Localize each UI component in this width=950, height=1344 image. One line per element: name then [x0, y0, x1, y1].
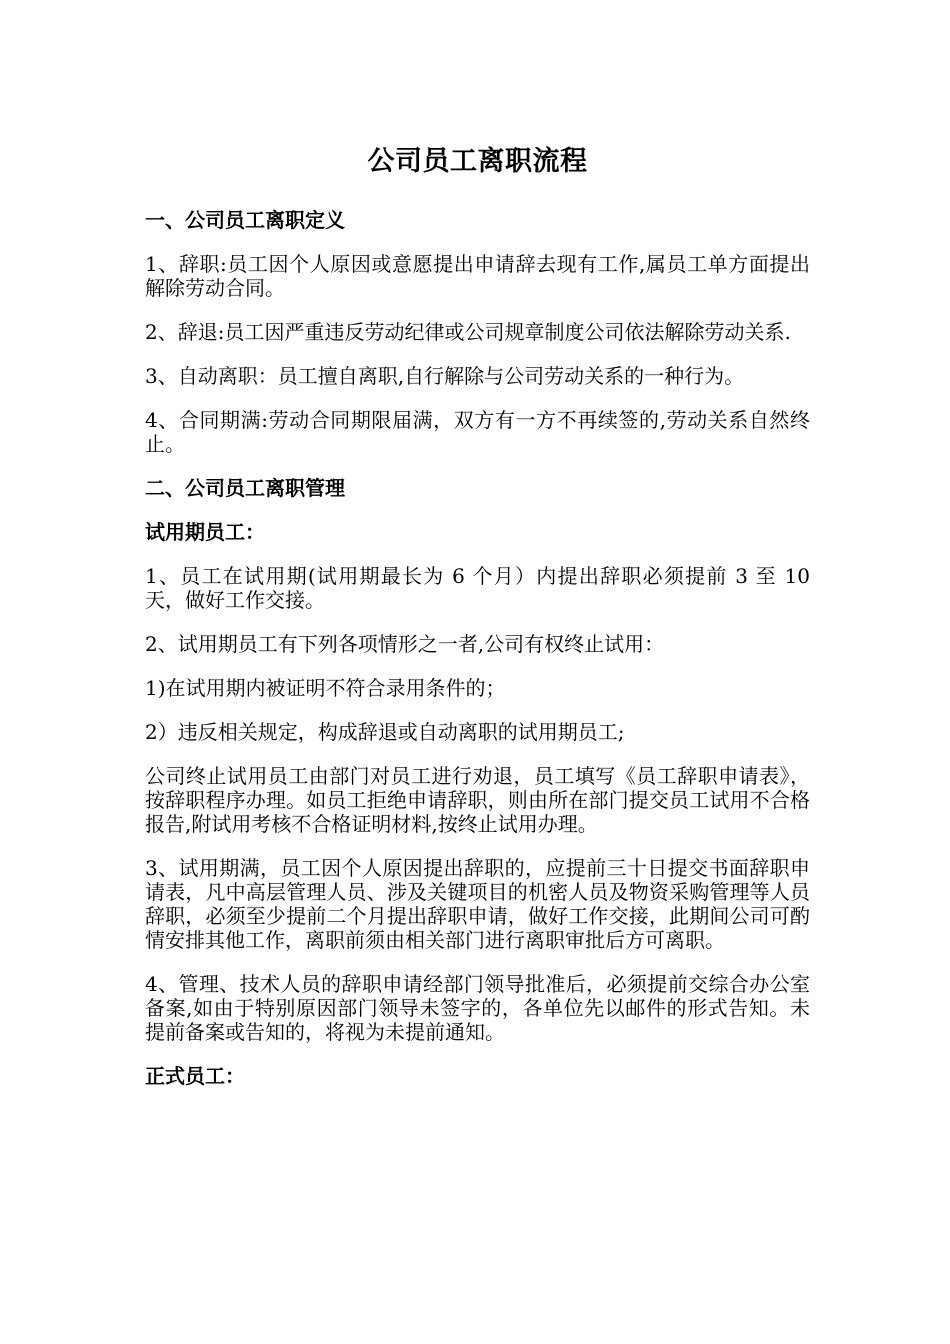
definition-item-self-departure: 3、自动离职：员工擅自离职,自行解除与公司劳动关系的一种行为。	[145, 364, 745, 388]
subheading-regular-staff: 正式员工：	[145, 1064, 245, 1088]
probation-item-1: 1、员工在试用期(试用期最长为 6 个月）内提出辞职必须提前 3 至 10 天，做好工作交接。	[145, 564, 810, 612]
document-title: 公司员工离职流程	[367, 146, 588, 177]
section-heading-definition: 一、公司员工离职定义	[145, 208, 345, 232]
probation-termination-paragraph: 公司终止试用员工由部门对员工进行劝退，员工填写《员工辞职申请表》，按辞职程序办理。如员工拒绝申请辞职，则由所在部门提交员工试用不合格报告,附试用考核不合格证明材料,按终止试用办理。	[145, 764, 810, 836]
probation-item-4: 4、管理、技术人员的辞职申请经部门领导批准后，必须提前交综合办公室备案,如由于特别原因部门领导未签字的，各单位先以邮件的形式告知。未提前备案或告知的，将视为未提前通知。	[145, 972, 810, 1044]
probation-item-3: 3、试用期满，员工因个人原因提出辞职的，应提前三十日提交书面辞职申请表，凡中高层管理人员、涉及关键项目的机密人员及物资采购管理等人员辞职，必须至少提前二个月提出辞职申请，做好工作交接，此期间公司可酌情安排其他工作，离职前须由相关部门进行离职审批后方可离职。	[145, 856, 810, 952]
definition-item-resignation: 1、辞职:员工因个人原因或意愿提出申请辞去现有工作,属员工单方面提出解除劳动合同。	[145, 252, 810, 300]
document-body	[145, 145, 810, 1108]
section-heading-management: 二、公司员工离职管理	[145, 476, 345, 500]
subheading-probation-staff: 试用期员工：	[145, 520, 265, 544]
definition-item-contract-expiry: 4、合同期满:劳动合同期限届满，双方有一方不再续签的,劳动关系自然终止。	[145, 408, 810, 456]
probation-item-2: 2、试用期员工有下列各项情形之一者,公司有权终止试用：	[145, 632, 665, 656]
probation-condition-2: 2）违反相关规定，构成辞退或自动离职的试用期员工;	[145, 720, 625, 744]
definition-item-dismissal: 2、辞退:员工因严重违反劳动纪律或公司规章制度公司依法解除劳动关系.	[145, 320, 791, 344]
probation-condition-1: 1)在试用期内被证明不符合录用条件的；	[145, 676, 506, 700]
